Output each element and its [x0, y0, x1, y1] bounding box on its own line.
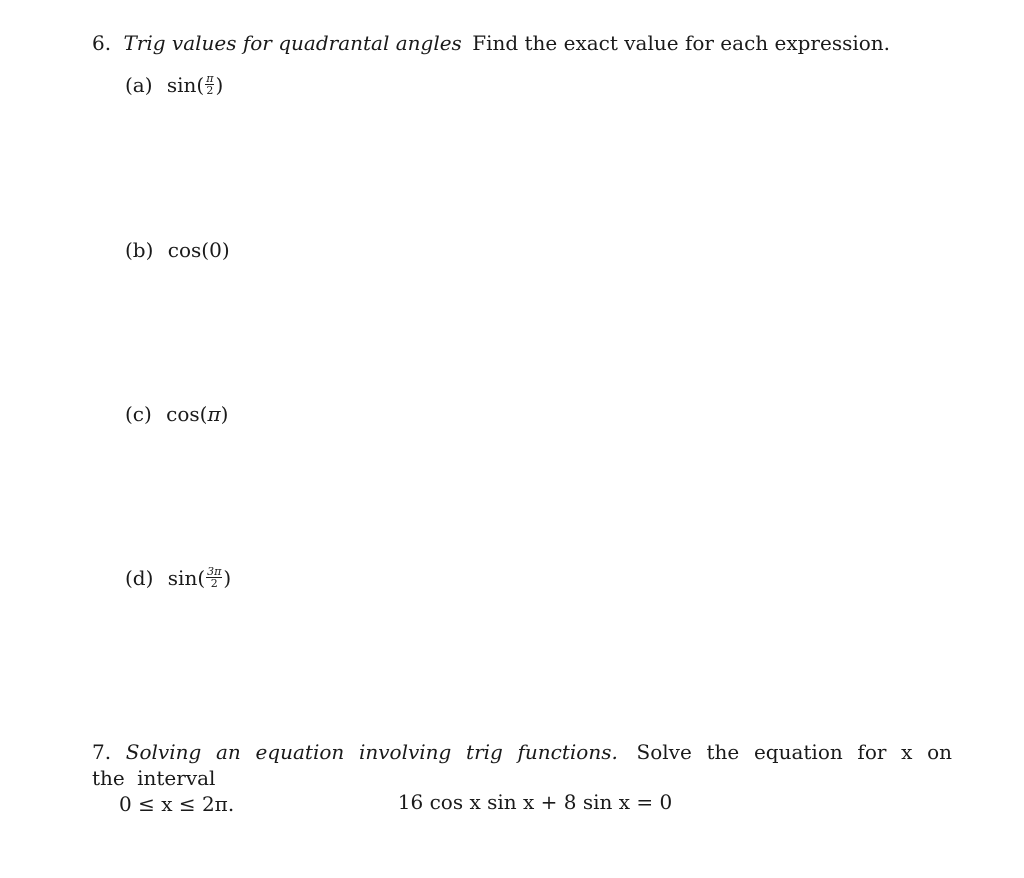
part-d: [125, 566, 231, 591]
part-c: [125, 402, 228, 426]
part-c-var: π: [207, 402, 221, 426]
part-a-func: sin(: [166, 73, 205, 97]
part-d-frac-numerator: 3π: [207, 565, 222, 578]
question-7-title: Solving an equation involving trig functions.: [125, 740, 618, 764]
question-6-title: Trig values for quadrantal angles: [123, 31, 462, 55]
part-a-label: (a): [125, 73, 153, 97]
question-7-equation: 16 cos x sin x + 8 sin x = 0: [397, 790, 673, 814]
part-a-close: ): [215, 73, 224, 97]
part-a-frac-denominator: 2: [206, 84, 214, 97]
part-d-frac-denominator: 2: [210, 577, 218, 590]
part-a-fraction: [205, 73, 214, 96]
question-7-instruction: Solve the equation for x on the interval: [92, 740, 952, 790]
part-d-fraction: [206, 566, 222, 589]
part-c-close: ): [220, 402, 229, 426]
part-c-func: cos(: [166, 402, 208, 426]
part-c-label: (c): [125, 402, 152, 426]
part-a: [125, 73, 223, 98]
part-d-func: sin(: [167, 566, 206, 590]
part-b-label: (b): [125, 238, 154, 262]
part-d-close: ): [223, 566, 232, 590]
question-6-instruction: Find the exact value for each expression.: [472, 31, 891, 55]
part-d-label: (d): [125, 566, 154, 590]
part-b-expr: cos(0): [167, 238, 230, 262]
question-7-interval: 0 ≤ x ≤ 2π.: [119, 792, 235, 816]
question-7-number: 7.: [92, 740, 112, 764]
question-6-number: 6.: [92, 31, 112, 55]
part-b: [125, 238, 230, 262]
question-6-heading: [92, 31, 890, 55]
part-a-frac-numerator: π: [206, 72, 214, 85]
